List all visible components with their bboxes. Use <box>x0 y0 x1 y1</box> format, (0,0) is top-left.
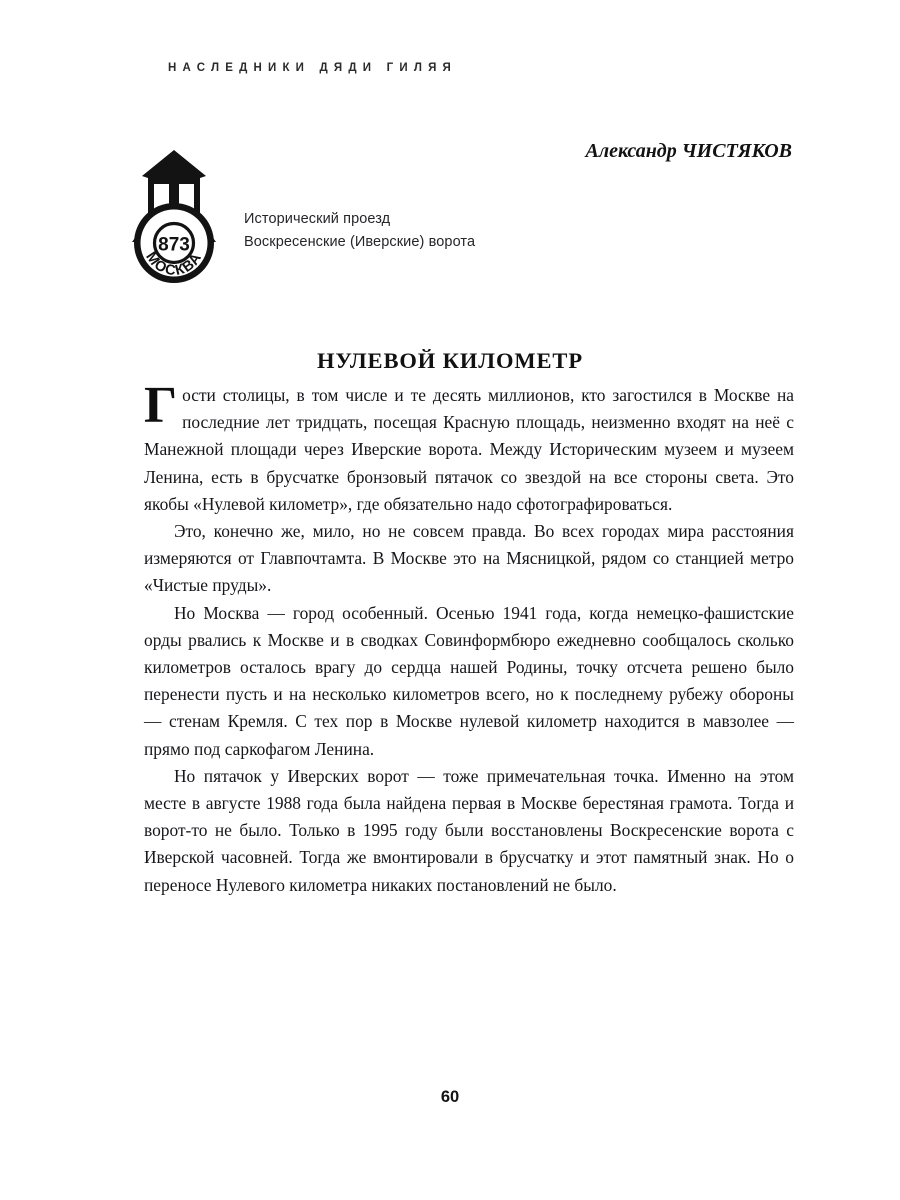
paragraph: Это, конечно же, мило, но не совсем правда. Во всех городах мира расстояния измеряются от Главпочтамта. В Москве это на Мясницкой, рядом со станцией метро «Чистые пруды». <box>144 521 794 596</box>
moscow-gate-seal-icon <box>118 146 230 286</box>
emblem-caption-line-1: Исторический проезд <box>244 211 391 227</box>
seal-city-text: МОСКВА <box>142 249 206 280</box>
emblem-block <box>118 146 475 286</box>
seal-year-text: 873 <box>158 234 190 256</box>
paragraph: Но пятачок у Иверских ворот — тоже примечательная точка. Именно на этом месте в августе 1988 года была найдена первая в Москве берестяная грамота. Тогда и ворот-то не было. Только в 1995 году были восстановлены Воскресенские ворота с Иверской часовней. Тогда же вмонтировали в брусчатку и этот памятный знак. Но о переносе Нулевого километра никаких постановлений не было. <box>144 765 794 895</box>
article-body <box>144 377 794 899</box>
paragraph: Но Москва — город особенный. Осенью 1941 года, когда немецко-фашистские орды рвались к Москве и в сводках Совинформбюро ежедневно сообщалось сколько километров осталось врагу до сердца нашей Родины, точку отсчета решено было перенести пусть и на несколько километров всего, но к последнему рубежу обороны — стенам Кремля. С тех пор в Москве нулевой километр находится в мавзолее — прямо под саркофагом Ленина. <box>144 602 794 759</box>
running-head: НАСЛЕДНИКИ ДЯДИ ГИЛЯЯ <box>168 62 458 74</box>
author-name: Александр ЧИСТЯКОВ <box>585 140 792 162</box>
article-title: НУЛЕВОЙ КИЛОМЕТР <box>317 348 583 374</box>
paragraph-lead: Гости столицы, в том числе и те десять миллионов, кто загостился в Москве на последние лет тридцать, посещая Красную площадь, неизменно входят на неё с Манежной площади через Иверские ворота. Между Историческим музеем и музеем Ленина, есть в брусчатке бронзовый пятачок со звездой на все стороны света. Это якобы «Нулевой километр», где обязательно надо сфотографироваться. <box>144 377 794 514</box>
emblem-caption-line-2: Воскресенские (Иверские) ворота <box>244 234 476 251</box>
emblem-caption <box>244 146 475 255</box>
page-number: 60 <box>440 1088 460 1106</box>
